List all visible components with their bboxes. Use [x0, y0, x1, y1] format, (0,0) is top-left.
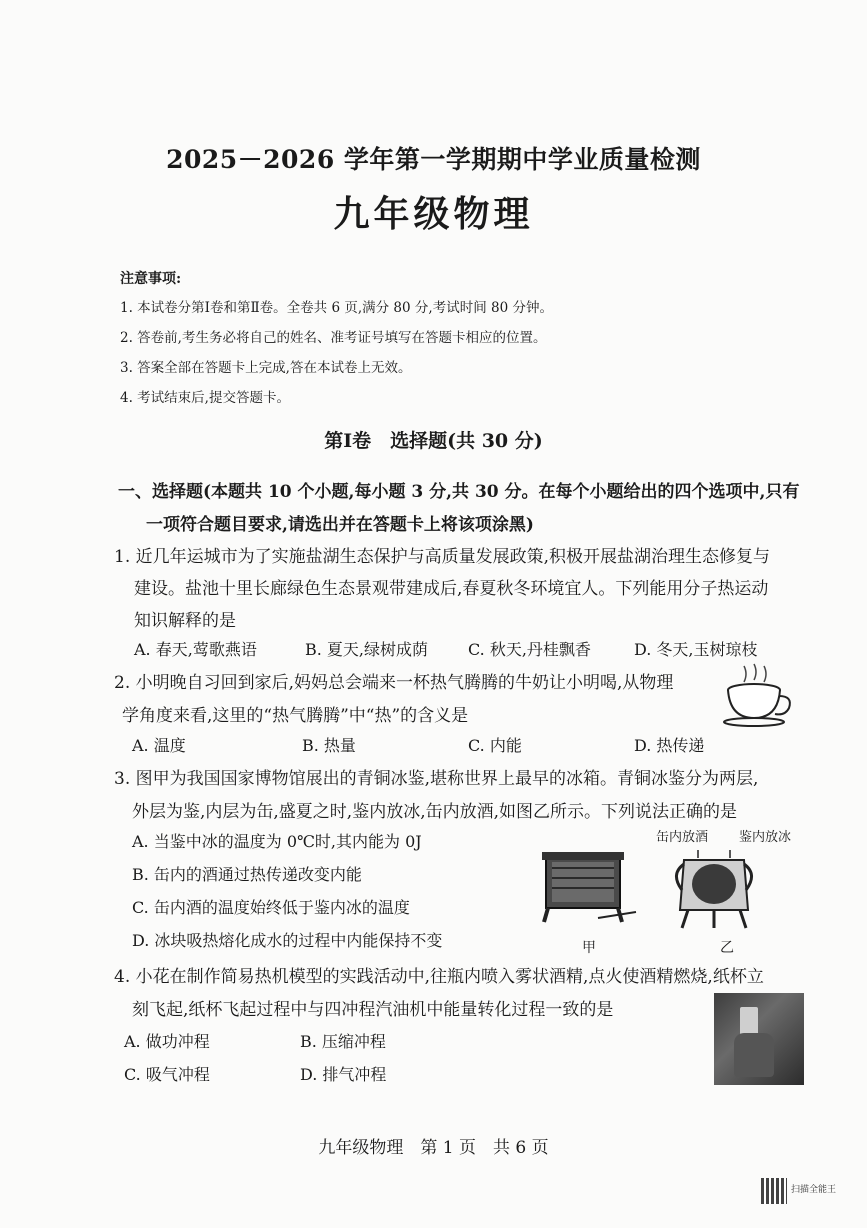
q2-stem: 2. 小明晚自习回到家后,妈妈总会端来一杯热气腾腾的牛奶让小明喝,从物理	[114, 673, 674, 693]
q1-option-c: C. 秋天,丹桂飘香	[468, 640, 591, 659]
q4-stem: 4. 小花在制作简易热机模型的实践活动中,往瓶内喷入雾状酒精,点火使酒精燃烧,纸杯立	[114, 967, 764, 987]
q1-stem: 建设。盐池十里长廊绿色生态景观带建成后,春夏秋冬环境宜人。下列能用分子热运动	[134, 579, 769, 599]
heat-engine-photo	[714, 993, 804, 1085]
bronze-ice-box-image	[538, 848, 638, 928]
q2-stem: 学角度来看,这里的“热气腾腾”中“热”的含义是	[122, 706, 469, 726]
part-instructions-line2: 一项符合题目要求,请选出并在答题卡上将该项涂黑)	[146, 515, 534, 535]
q4-option-a: A. 做功冲程	[124, 1032, 210, 1051]
q3-option-c: C. 缶内酒的温度始终低于鉴内冰的温度	[132, 898, 410, 917]
q4-option-b: B. 压缩冲程	[300, 1032, 386, 1051]
q2-option-b: B. 热量	[302, 736, 356, 755]
notes-heading: 注意事项:	[120, 271, 182, 287]
ice-box-cross-section-image	[668, 846, 760, 932]
q2-option-c: C. 内能	[468, 736, 522, 755]
milk-cup-image	[722, 660, 794, 728]
q4-option-c: C. 吸气冲程	[124, 1065, 210, 1084]
q1-option-b: B. 夏天,绿树成荫	[305, 640, 429, 659]
qr-code-icon	[761, 1178, 787, 1204]
label-ice: 鉴内放冰	[739, 830, 792, 845]
exam-title: 2025－2026 学年第一学期期中学业质量检测	[166, 145, 701, 174]
q3-stem: 外层为鉴,内层为缶,盛夏之时,鉴内放冰,缶内放酒,如图乙所示。下列说法正确的是	[132, 802, 738, 822]
scanner-watermark: 扫描全能王	[791, 1185, 837, 1195]
section-title: 第Ⅰ卷 选择题(共 30 分)	[324, 430, 543, 452]
q3-option-d: D. 冰块吸热熔化成水的过程中内能保持不变	[132, 931, 443, 950]
q3-option-b: B. 缶内的酒通过热传递改变内能	[132, 865, 362, 884]
q2-option-a: A. 温度	[132, 736, 186, 755]
note-item: 2. 答卷前,考生务必将自己的姓名、准考证号填写在答题卡相应的位置。	[120, 330, 547, 346]
q1-stem: 1. 近几年运城市为了实施盐湖生态保护与高质量发展政策,积极开展盐湖治理生态修复与	[114, 547, 771, 567]
q1-option-d: D. 冬天,玉树琼枝	[634, 640, 758, 659]
note-item: 1. 本试卷分第Ⅰ卷和第Ⅱ卷。全卷共 6 页,满分 80 分,考试时间 80 分钟。	[120, 300, 553, 316]
q3-stem: 3. 图甲为我国国家博物馆展出的青铜冰鉴,堪称世界上最早的冰箱。青铜冰鉴分为两层,	[114, 769, 759, 789]
label-fig-b: 乙	[720, 940, 734, 956]
q4-stem: 刻飞起,纸杯飞起过程中与四冲程汽油机中能量转化过程一致的是	[132, 1000, 614, 1020]
q4-option-d: D. 排气冲程	[300, 1065, 387, 1084]
note-item: 3. 答案全部在答题卡上完成,答在本试卷上无效。	[120, 360, 412, 376]
note-item: 4. 考试结束后,提交答题卡。	[120, 390, 290, 406]
q2-option-d: D. 热传递	[634, 736, 705, 755]
q1-option-a: A. 春天,莺歌燕语	[134, 640, 257, 659]
q1-stem: 知识解释的是	[134, 611, 236, 631]
page-footer: 九年级物理 第 1 页 共 6 页	[318, 1138, 549, 1158]
q3-option-a: A. 当鉴中冰的温度为 0℃时,其内能为 0J	[132, 832, 422, 851]
label-fig-a: 甲	[582, 940, 596, 956]
label-wine: 缶内放酒	[656, 830, 709, 845]
subject-title: 九年级物理	[333, 193, 534, 235]
part-instructions-line1: 一、选择题(本题共 10 个小题,每小题 3 分,共 30 分。在每个小题给出的四个选项中,只有	[118, 482, 800, 502]
